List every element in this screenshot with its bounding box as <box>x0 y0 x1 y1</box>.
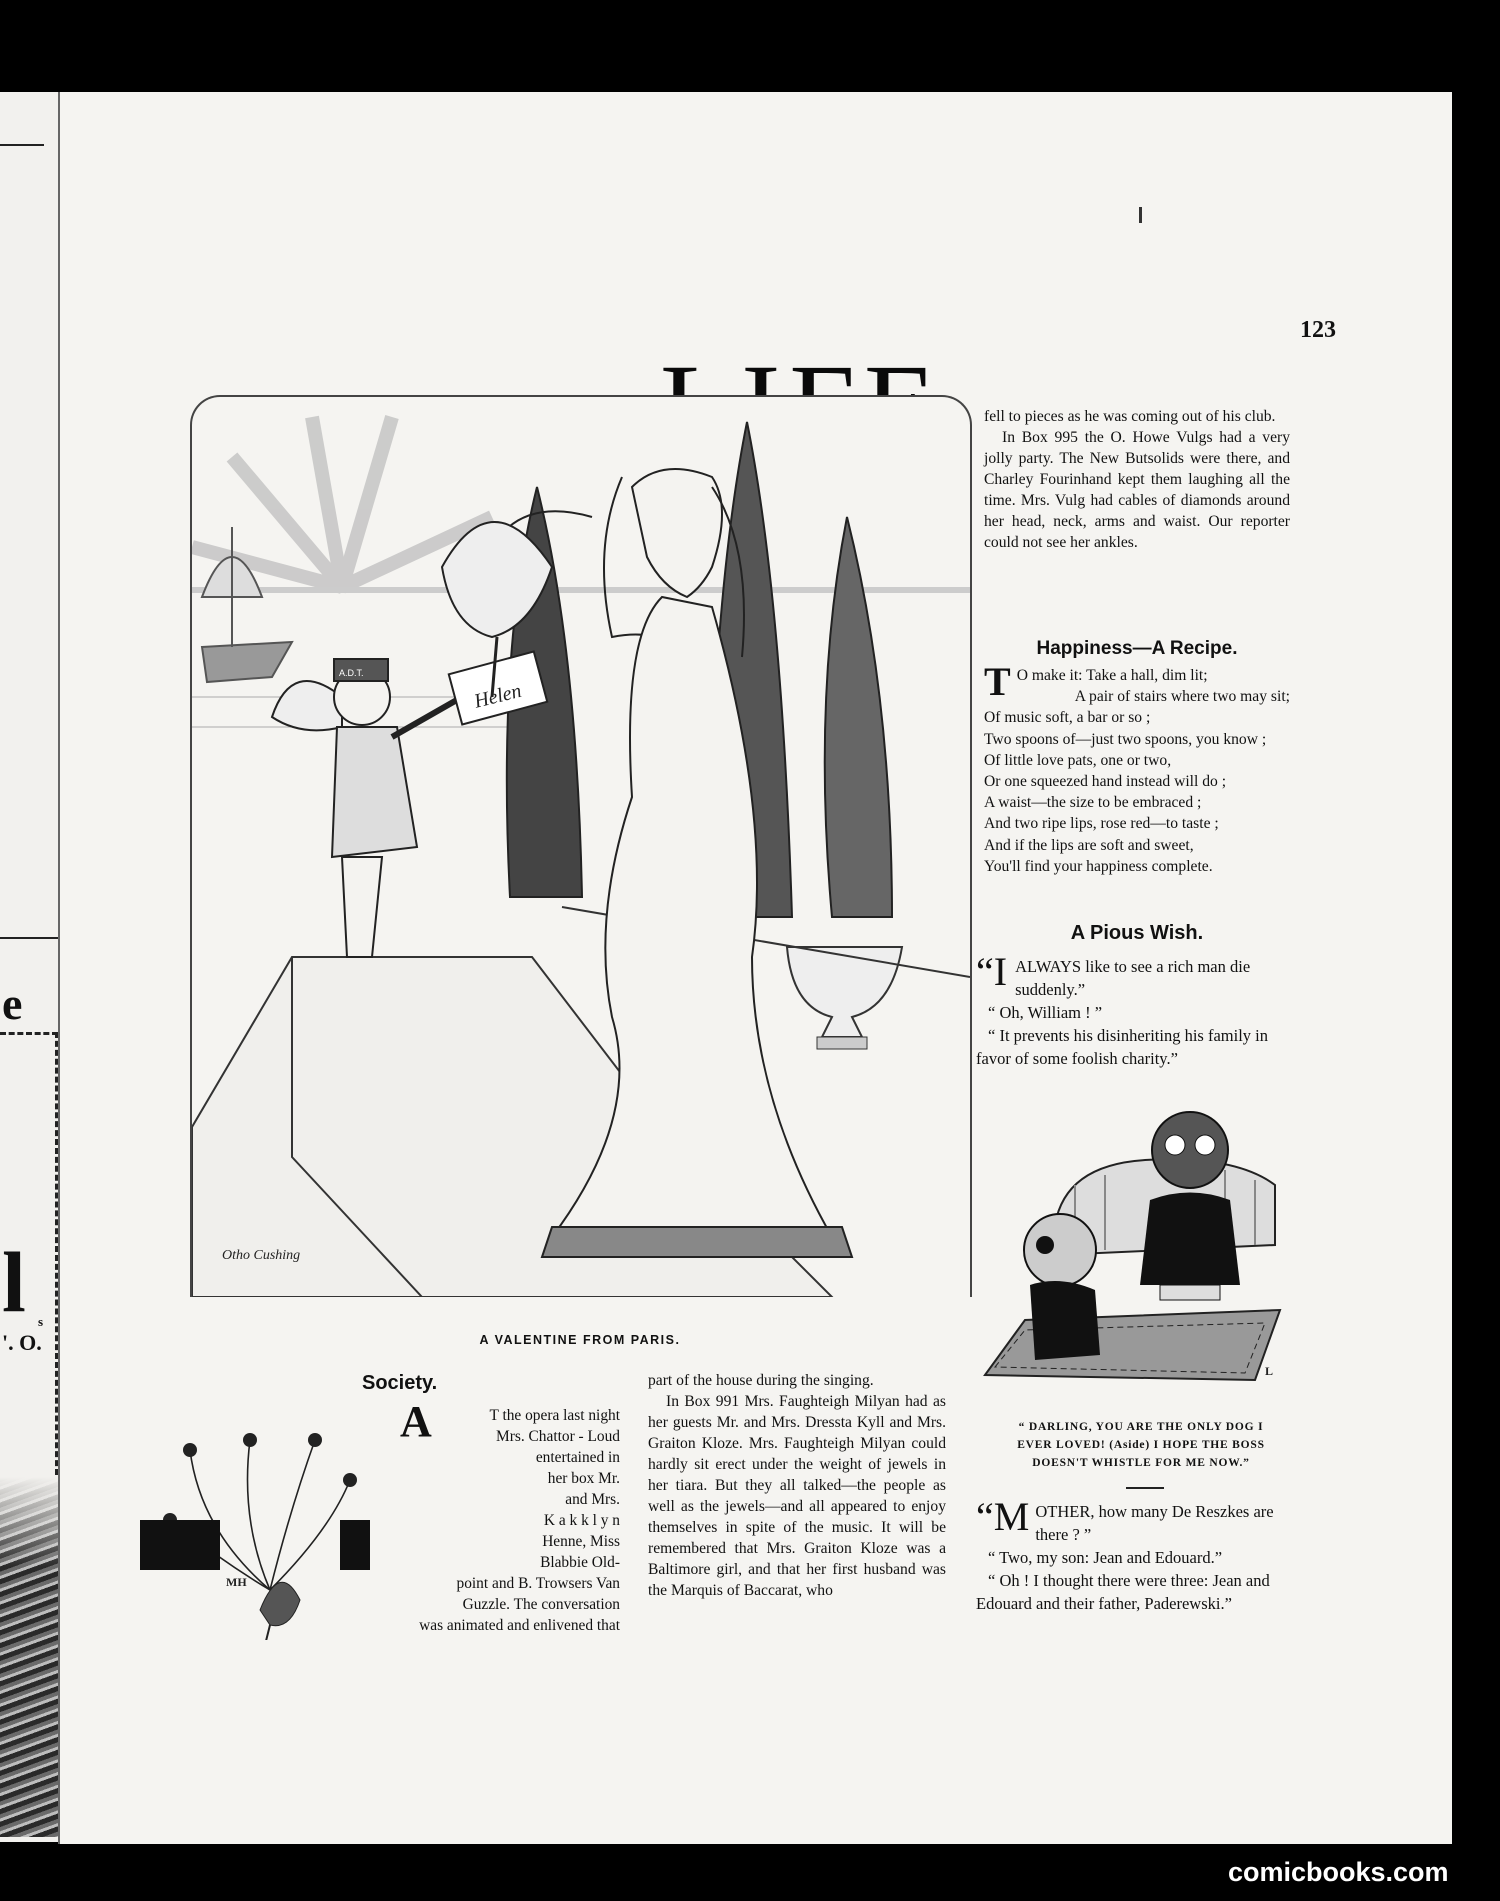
wish-line: “ Oh, William ! ” <box>988 1003 1103 1022</box>
society-line: point and B. Trowsers Van <box>456 1575 620 1592</box>
happiness-poem <box>984 659 1290 877</box>
section-divider <box>1126 1487 1164 1489</box>
society-line: her box Mr. <box>547 1470 620 1487</box>
peacock-ornament <box>140 1410 370 1640</box>
society-line: and Mrs. <box>565 1491 620 1508</box>
poem-line: A pair of stairs where two may sit; <box>1074 688 1290 706</box>
society-continued-text: part of the house during the singing. <box>648 1372 874 1389</box>
society-dropcap: A <box>400 1397 432 1446</box>
society-line: Mrs. Chattor - Loud <box>496 1428 620 1445</box>
dog-cartoon-illustration <box>975 1105 1295 1405</box>
wish-line: “ It prevents his disinheriting his family in favor of some foolish charity.” <box>976 1026 1269 1068</box>
valentine-illustration <box>190 395 972 1297</box>
society-line: was animated and enlivened that <box>419 1617 620 1634</box>
illustration-caption: A VALENTINE FROM PARIS. <box>479 1333 681 1347</box>
left-page-rule-lower <box>0 937 58 939</box>
dog-cartoon-caption: “ DARLING, YOU ARE THE ONLY DOG I EVER LOVED! (Aside) I HOPE THE BOSS DOESN'T WHISTLE FOR ME NOW.” <box>1017 1421 1265 1469</box>
joke-dropcap-letter: M <box>993 1494 1030 1539</box>
watermark: comicbooks.com <box>1228 1857 1449 1887</box>
poem-line: A waist—the size to be embraced ; <box>984 794 1202 812</box>
society-paragraph: In Box 991 Mrs. Faughteigh Milyan had as her guests Mr. and Mrs. Dressta Kyll and Mrs. Graiton Kloze. Mrs. Faughteigh Milyan could hardly sit erect under the weight of jewels in her tiara. But they all talked—the people as well as the jewels—and all appeared to enjoy themselves in spite of the music. It will be remembered that Mrs. Graiton Kloze was a Baltimore girl, and that her first husband was the Marquis of Baccarat, who <box>648 1393 946 1599</box>
card-text: Helen <box>472 679 524 713</box>
left-page-letter: l <box>2 1234 26 1330</box>
society-continued-text: fell to pieces as he was coming out of his club. <box>984 408 1276 425</box>
happiness-title: Happiness—A Recipe. <box>1036 638 1238 659</box>
joke-line: OTHER, how many De Reszkes are there ? ” <box>1035 1502 1274 1544</box>
mother-joke-text <box>976 1494 1294 1615</box>
society-article-column-2 <box>648 1370 946 1601</box>
poem-dropcap: T <box>984 659 1011 704</box>
artist-signature: Otho Cushing <box>222 1248 301 1263</box>
wish-dropcap <box>976 949 1008 994</box>
valentine-drawing <box>192 397 970 1297</box>
page-mark <box>1139 207 1142 223</box>
poem-line: Two spoons of—just two spoons, you know ; <box>984 730 1267 748</box>
left-page-landscape-image <box>0 1477 62 1837</box>
cartoon-signature: L <box>1265 1364 1274 1378</box>
poem-line: And two ripe lips, rose red—to taste ; <box>984 815 1219 833</box>
poem-line: Of music soft, a bar or so ; <box>984 709 1151 727</box>
wish-dropcap-letter: I <box>993 949 1008 994</box>
joke-line: “ Oh ! I thought there were three: Jean and Edouard and their father, Paderewski.” <box>976 1571 1270 1613</box>
wish-line: ALWAYS like to see a rich man die suddenly.” <box>1015 957 1251 999</box>
joke-dropcap <box>976 1494 1030 1539</box>
left-page-letter: e <box>2 978 23 1029</box>
page-number: 123 <box>1300 317 1336 343</box>
society-paragraph: In Box 995 the O. Howe Vulgs had a very jolly party. The New Butsolids were there, and Charley Fourinhand kept them laughing all the time. Mrs. Vulg had cables of diamonds around her head, neck, arms and waist. Our reporter could not see her ankles. <box>984 429 1290 551</box>
society-line: T the opera last night <box>489 1407 620 1424</box>
society-article-start <box>354 1405 620 1636</box>
wish-open-quote: “ <box>976 949 994 994</box>
society-line: entertained in <box>535 1449 620 1466</box>
society-article-column-3 <box>984 406 1290 553</box>
joke-line: “ Two, my son: Jean and Edouard.” <box>988 1548 1223 1567</box>
joke-open-quote: “ <box>976 1494 994 1539</box>
left-page-letter: s <box>38 1314 44 1329</box>
society-line: Henne, Miss <box>542 1533 620 1550</box>
society-line: Blabbie Old- <box>540 1554 620 1571</box>
poem-line: And if the lips are soft and sweet, <box>984 836 1194 854</box>
left-page-rule <box>0 144 44 146</box>
left-page-letter: '. O. <box>2 1330 42 1355</box>
left-partial-page <box>0 92 66 1842</box>
poem-line: Of little love pats, one or two, <box>984 751 1172 769</box>
poem-line: O make it: Take a hall, dim lit; <box>1016 667 1208 684</box>
pious-wish-text <box>976 949 1294 1070</box>
poem-line: You'll find your happiness complete. <box>984 857 1213 875</box>
pious-wish-title: A Pious Wish. <box>1070 922 1204 944</box>
society-heading: Society. <box>362 1372 438 1394</box>
poem-line: Or one squeezed hand instead will do ; <box>984 773 1227 791</box>
peacock-monogram: MH <box>226 1575 247 1589</box>
cupid-cap-text: A.D.T. <box>339 668 364 678</box>
society-line: Guzzle. The conversation <box>462 1596 620 1613</box>
society-line: K a k k l y n <box>543 1512 620 1529</box>
